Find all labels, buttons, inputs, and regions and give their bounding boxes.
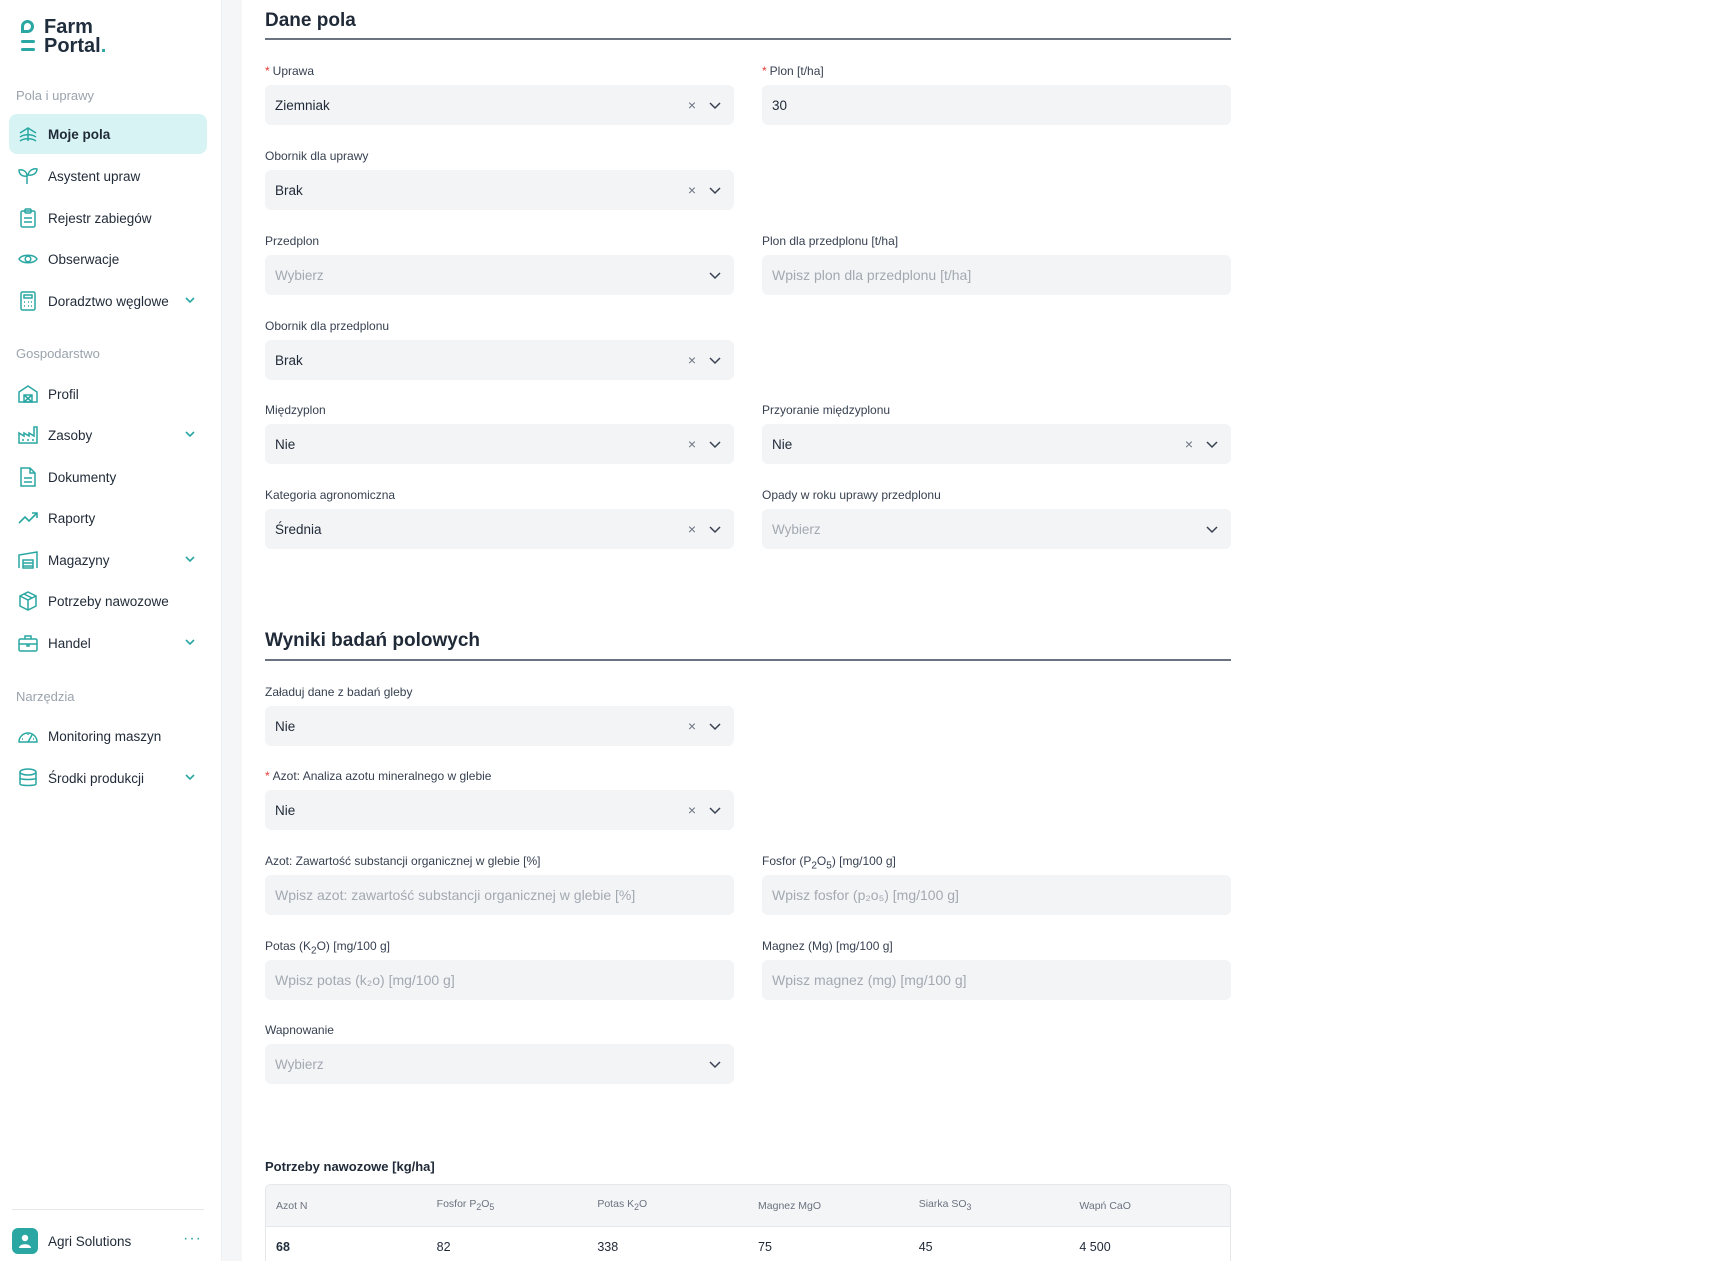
- sidebar-item-asystent-upraw[interactable]: [9, 156, 207, 196]
- needs-table: [265, 1184, 1231, 1261]
- sidebar-item-profil[interactable]: [9, 374, 207, 414]
- sidebar-item-handel[interactable]: [9, 623, 207, 663]
- plon-input[interactable]: [762, 85, 1231, 125]
- sidebar-item-rejestr-zabiegow[interactable]: [9, 198, 207, 238]
- warehouse-icon: [18, 550, 38, 570]
- chevron-down-icon[interactable]: [183, 552, 197, 569]
- uprawa-value: Ziemniak: [275, 97, 330, 113]
- clear-icon[interactable]: ×: [687, 718, 696, 734]
- gauge-icon: [18, 726, 38, 746]
- sprout-icon: [18, 166, 38, 186]
- przyoranie-select[interactable]: [762, 424, 1231, 464]
- sidebar-item-dokumenty[interactable]: [9, 457, 207, 497]
- sidebar-item-label: Potrzeby nawozowe: [48, 593, 169, 609]
- kategoria-select[interactable]: [265, 509, 734, 549]
- przyoranie-label: Przyoranie międzyplonu: [762, 403, 891, 417]
- clear-icon[interactable]: ×: [687, 182, 696, 198]
- azot-org-label: Azot: Zawartość substancji organicznej w glebie [%]: [265, 854, 541, 868]
- sidebar-item-raporty[interactable]: [9, 498, 207, 538]
- factory-icon: [18, 425, 38, 445]
- magnez-input[interactable]: [762, 960, 1231, 1000]
- sidebar: [0, 0, 222, 1261]
- section-divider: [265, 38, 1231, 40]
- opady-label: Opady w roku uprawy przedplonu: [762, 488, 941, 502]
- potas-label: Potas $(K_2O)$ [mg/100 g]: [265, 939, 390, 957]
- sidebar-item-label: Środki produkcji: [48, 770, 145, 786]
- sidebar-item-label: Zasoby: [48, 427, 93, 443]
- table-header-row: [266, 1185, 1230, 1227]
- zaladuj-value: Nie: [275, 718, 296, 734]
- sidebar-item-label: Dokumenty: [48, 469, 117, 485]
- clear-icon[interactable]: ×: [687, 436, 696, 452]
- sidebar-gutter: [222, 0, 242, 1261]
- more-options-icon[interactable]: ···: [183, 1230, 202, 1247]
- azot-analiza-value: Nie: [275, 802, 296, 818]
- fosfor-input[interactable]: [762, 875, 1231, 915]
- table-cell: 82: [436, 1240, 451, 1254]
- sidebar-item-zasoby[interactable]: [9, 415, 207, 455]
- nav-section-fields: Pola i uprawy: [16, 88, 95, 103]
- obornik-uprawa-label: Obornik dla uprawy: [265, 149, 369, 163]
- logo-text: Farm Portal.: [44, 16, 107, 57]
- clear-icon[interactable]: ×: [687, 521, 696, 537]
- table-header-cell: Azot N: [276, 1199, 308, 1212]
- chevron-down-icon[interactable]: [708, 268, 722, 282]
- needs-table-title: Potrzeby nawozowe [kg/ha]: [265, 1159, 435, 1174]
- main-content: [242, 0, 1723, 1261]
- sidebar-item-label: Magazyny: [48, 552, 110, 568]
- wapnowanie-select[interactable]: [265, 1044, 734, 1084]
- sidebar-item-label: Obserwacje: [48, 251, 120, 267]
- sidebar-item-label: Monitoring maszyn: [48, 728, 162, 744]
- magnez-label: Magnez (Mg) [mg/100 g]: [762, 939, 893, 953]
- sidebar-item-label: Raporty: [48, 510, 96, 526]
- table-header-cell: Wapń CaO: [1079, 1199, 1131, 1212]
- opady-select[interactable]: [762, 509, 1231, 549]
- plon-label: * Plon [t/ha]: [762, 64, 824, 78]
- plon-przedplon-label: Plon dla przedplonu [t/ha]: [762, 234, 899, 248]
- wapnowanie-label: Wapnowanie: [265, 1023, 334, 1037]
- obornik-uprawa-select[interactable]: [265, 170, 734, 210]
- fertilizer-icon: [18, 591, 38, 611]
- chevron-down-icon[interactable]: [1205, 522, 1219, 536]
- sidebar-item-monitoring-maszyn[interactable]: [9, 716, 207, 756]
- kategoria-value: Średnia: [275, 521, 322, 537]
- chevron-down-icon[interactable]: [708, 98, 722, 112]
- user-profile[interactable]: [12, 1228, 204, 1254]
- uprawa-select[interactable]: [265, 85, 734, 125]
- zaladuj-label: Załaduj dane z badań gleby: [265, 685, 413, 699]
- user-avatar-icon: [12, 1228, 38, 1254]
- table-header-cell: Potas $K_2O$: [597, 1198, 648, 1213]
- azot-org-input[interactable]: [265, 875, 734, 915]
- przedplon-select[interactable]: [265, 255, 734, 295]
- section-title-field-data: Dane pola: [265, 10, 356, 31]
- sidebar-item-obserwacje[interactable]: [9, 239, 207, 279]
- table-cell: 75: [758, 1240, 772, 1254]
- sidebar-item-potrzeby-nawozowe[interactable]: [9, 581, 207, 621]
- table-cell: 68: [276, 1240, 290, 1254]
- database-icon: [18, 768, 38, 788]
- table-cell: 338: [597, 1240, 619, 1254]
- fosfor-label: Fosfor $(P_2O_5)$ [mg/100 g]: [762, 854, 896, 872]
- obornik-uprawa-value: Brak: [275, 182, 303, 198]
- table-header-cell: Siarka $SO_3$: [918, 1198, 972, 1213]
- clear-icon[interactable]: ×: [687, 97, 696, 113]
- sidebar-divider: [12, 1209, 204, 1210]
- chevron-down-icon[interactable]: [708, 1057, 722, 1071]
- sidebar-item-label: Asystent upraw: [48, 168, 141, 184]
- table-header-cell: Magnez MgO: [758, 1199, 822, 1212]
- eye-icon: [18, 249, 38, 269]
- miedzyplon-select[interactable]: [265, 424, 734, 464]
- chevron-down-icon[interactable]: [1205, 437, 1219, 451]
- sidebar-item-srodki-produkcji[interactable]: [9, 758, 207, 798]
- miedzyplon-label: Międzyplon: [265, 403, 326, 417]
- obornik-przedplon-select[interactable]: [265, 340, 734, 380]
- section-divider: [265, 659, 1231, 661]
- sidebar-item-doradztwo-weglowe[interactable]: [9, 281, 207, 321]
- clear-icon[interactable]: ×: [687, 802, 696, 818]
- chevron-down-icon[interactable]: [183, 770, 197, 787]
- chevron-down-icon[interactable]: [708, 183, 722, 197]
- chevron-down-icon[interactable]: [708, 353, 722, 367]
- chevron-down-icon[interactable]: [708, 437, 722, 451]
- kategoria-label: Kategoria agronomiczna: [265, 488, 396, 502]
- chevron-down-icon[interactable]: [708, 522, 722, 536]
- przyoranie-value: Nie: [772, 436, 793, 452]
- azot-analiza-label: * Azot: Analiza azotu mineralnego w glebie: [265, 769, 492, 783]
- obornik-przedplon-label: Obornik dla przedplonu: [265, 319, 390, 333]
- nav-section-farm: Gospodarstwo: [16, 346, 100, 361]
- trend-icon: [18, 508, 38, 528]
- user-name: Agri Solutions: [48, 1233, 132, 1249]
- sidebar-item-magazyny[interactable]: [9, 540, 207, 580]
- sidebar-item-label: Profil: [48, 386, 79, 402]
- table-header-cell: Fosfor $P_2O_5$: [436, 1198, 495, 1213]
- zaladuj-select[interactable]: [265, 706, 734, 746]
- logo-mark-icon: [20, 18, 36, 54]
- chevron-down-icon[interactable]: [183, 293, 197, 310]
- plon-przedplon-input[interactable]: [762, 255, 1231, 295]
- table-cell: 45: [918, 1240, 933, 1254]
- miedzyplon-value: Nie: [275, 436, 296, 452]
- chevron-down-icon[interactable]: [708, 719, 722, 733]
- azot-analiza-select[interactable]: [265, 790, 734, 830]
- sidebar-item-label: Doradztwo węglowe: [48, 293, 169, 309]
- chevron-down-icon[interactable]: [183, 635, 197, 652]
- sidebar-item-label: Handel: [48, 635, 91, 651]
- opady-placeholder: Wybierz: [772, 521, 821, 537]
- farm-portal-logo[interactable]: [20, 18, 106, 56]
- uprawa-label: * Uprawa: [265, 64, 315, 78]
- nav-section-tools: Narzędzia: [16, 689, 75, 704]
- table-cell: 4 500: [1079, 1240, 1111, 1254]
- potas-input[interactable]: [265, 960, 734, 1000]
- chevron-down-icon[interactable]: [708, 803, 722, 817]
- table-row: [266, 1227, 1230, 1261]
- przedplon-placeholder: Wybierz: [275, 267, 324, 283]
- chevron-down-icon[interactable]: [183, 427, 197, 444]
- wapnowanie-placeholder: Wybierz: [275, 1056, 324, 1072]
- barn-icon: [18, 384, 38, 404]
- clipboard-icon: [18, 208, 38, 228]
- calculator-icon: [18, 291, 38, 311]
- sidebar-item-label: Rejestr zabiegów: [48, 210, 152, 226]
- fields-icon: [18, 124, 38, 144]
- clear-icon[interactable]: ×: [687, 352, 696, 368]
- section-title-field-tests: Wyniki badań polowych: [265, 630, 481, 651]
- obornik-przedplon-value: Brak: [275, 352, 303, 368]
- clear-icon[interactable]: ×: [1184, 436, 1193, 452]
- sidebar-item-label: Moje pola: [48, 126, 111, 142]
- document-icon: [18, 467, 38, 487]
- briefcase-icon: [18, 633, 38, 653]
- przedplon-label: Przedplon: [265, 234, 320, 248]
- sidebar-item-moje-pola[interactable]: [9, 114, 207, 154]
